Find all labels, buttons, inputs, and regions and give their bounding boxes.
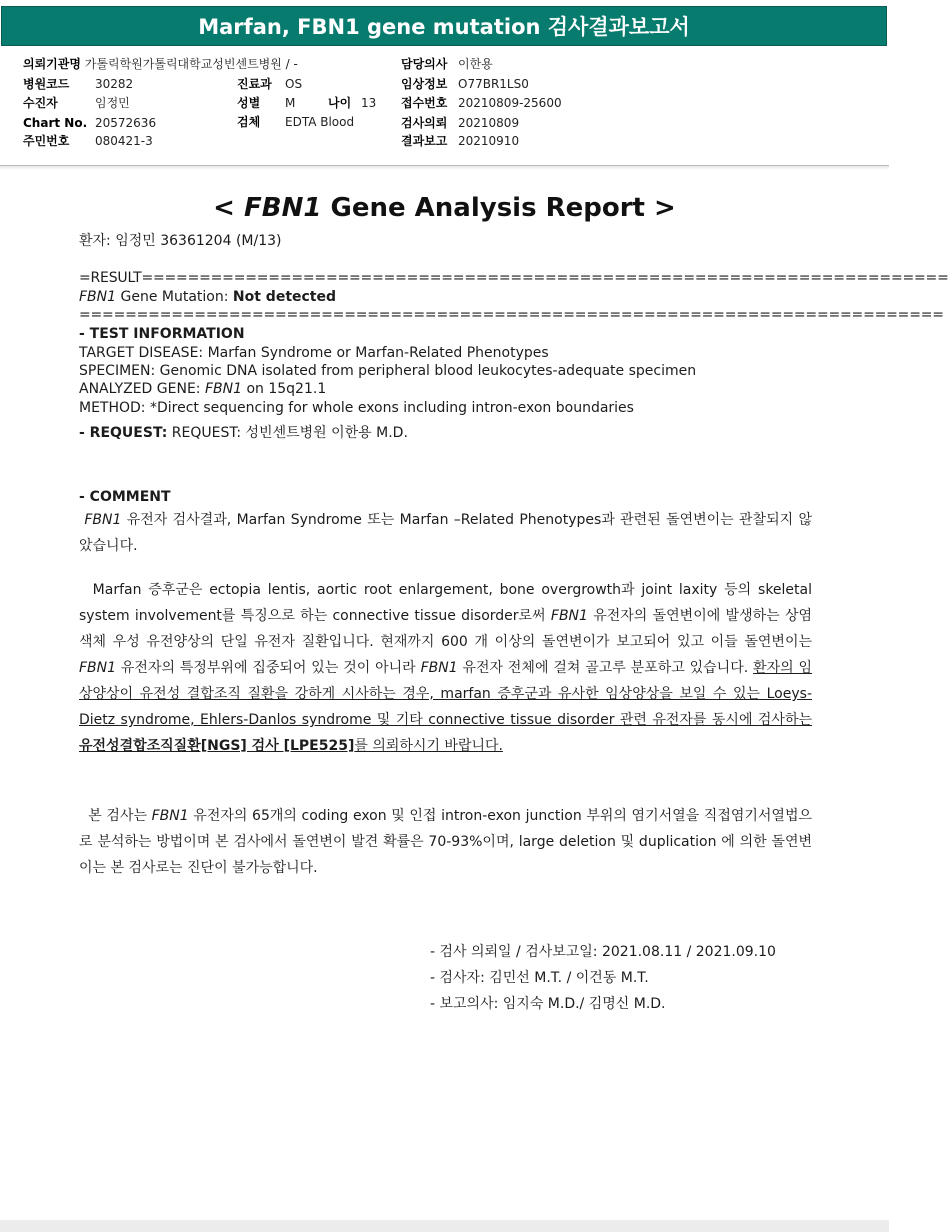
- title-gene: FBN1: [244, 193, 322, 223]
- hospital-code-value: 30282: [95, 77, 134, 91]
- hospital-code-label: 병원코드: [23, 77, 70, 91]
- sex-value: M: [285, 96, 296, 110]
- analyzed-gene-label: ANALYZED GENE:: [79, 381, 205, 397]
- specimen-label: 검체: [237, 115, 261, 129]
- method-line: METHOD: *Direct sequencing for whole exons including intron-exon boundaries: [79, 400, 634, 416]
- title-prefix: <: [213, 193, 244, 223]
- request-value: REQUEST: 성빈센트병원 이한용 M.D.: [167, 425, 408, 441]
- c1-text: 유전자 검사결과, Marfan Syndrome 또는 Marfan –Related Phenotypes과 관련된 돌연변이는 관찰되지 않았습니다.: [79, 512, 813, 554]
- patient-line: 환자: 임정민 36361204 (M/13): [79, 233, 282, 249]
- analyzed-gene-loc: on 15q21.1: [242, 381, 327, 397]
- institution-value: 가톨릭학원가톨릭대학교성빈센트병원 / -: [84, 57, 298, 71]
- c1-gene: FBN1: [84, 512, 122, 528]
- receipt-no-label: 접수번호: [401, 96, 448, 110]
- c2-part-b: 유전자의 돌연변이에 발생하는 상염색체 우성 유전양상의 단일 유전자 질환입니다. 현재까지 600 개 이상의 돌연변이가 보고되어 있고 이들 돌연변이는: [79, 608, 812, 650]
- comment-paragraph-2: [79, 577, 812, 759]
- c2-part-d: 유전자 전체에 걸쳐 골고루 분포하고 있습니다.: [457, 660, 754, 676]
- chart-no-value: 20572636: [95, 116, 157, 130]
- title-suffix: Gene Analysis Report >: [321, 193, 676, 223]
- c2-ngs-test: 유전성결합조직질환[NGS] 검사 [LPE525]: [79, 738, 355, 754]
- specimen-line: SPECIMEN: Genomic DNA isolated from peripheral blood leukocytes-adequate specimen: [79, 363, 697, 379]
- mutation-gene: FBN1: [79, 289, 117, 305]
- patient-value: 임정민: [95, 96, 130, 110]
- c2-underlined-end: 를 의뢰하시기 바랍니다.: [354, 738, 503, 754]
- clinical-info-label: 임상정보: [401, 77, 448, 91]
- sign-technologists: - 검사자: 김민선 M.T. / 이건동 M.T.: [430, 970, 649, 986]
- c2-part-a: Marfan 증후군은 ectopia lentis, aortic root enlargement, bone overgrowth과 joint laxity 등의 skeletal system involvement를 특징으로 하는 connective tissue disorder로써: [79, 582, 813, 624]
- request-label: - REQUEST:: [79, 425, 168, 441]
- result-separator-top: =RESULT======================================================================: [79, 270, 949, 286]
- age-label: 나이: [328, 96, 352, 110]
- rrn-label: 주민번호: [23, 134, 70, 148]
- comment-heading: - COMMENT: [79, 489, 171, 505]
- receipt-no-value: 20210809-25600: [458, 96, 562, 110]
- report-title: [0, 193, 889, 223]
- doctor-value: 이한용: [458, 57, 493, 71]
- c2-gene-1: FBN1: [550, 608, 588, 624]
- institution-label: 의뢰기관명: [23, 57, 81, 71]
- c2-underlined: 환자의 임상양상이 유전성 결합조직 질환을 강하게 시사하는 경우, marfan 증후군과 유사한 임상양상을 보일 수 있는 Loeys-Dietz syndrome, Ehlers-Danlos syndrome 및 기타 connective tissue disorder 관련 유전자를 동시에 검사하는: [79, 660, 813, 728]
- c3-gene: FBN1: [151, 808, 189, 824]
- c3-part-a: 본 검사는: [88, 808, 152, 824]
- doctor-label: 담당의사: [401, 57, 448, 71]
- report-banner: [1, 6, 887, 46]
- report-date-value: 20210910: [458, 134, 520, 148]
- mutation-result: [79, 289, 336, 305]
- test-info-heading: - TEST INFORMATION: [79, 326, 245, 342]
- c2-part-c: 유전자의 특정부위에 집중되어 있는 것이 아니라: [116, 660, 421, 676]
- specimen-value: EDTA Blood: [285, 115, 355, 129]
- age-value: 13: [361, 96, 377, 110]
- header-info: [0, 50, 889, 164]
- department-value: OS: [285, 77, 303, 91]
- analyzed-gene-name: FBN1: [204, 381, 243, 397]
- sign-dates: - 검사 의뢰일 / 검사보고일: 2021.08.11 / 2021.09.10: [430, 944, 776, 960]
- patient-label: 수진자: [23, 96, 58, 110]
- analyzed-gene-line: [79, 381, 326, 397]
- header-shadow: [0, 166, 889, 170]
- comment-paragraph-3: [79, 803, 812, 881]
- request-date-label: 검사의뢰: [401, 116, 448, 130]
- sign-physicians: - 보고의사: 임지숙 M.D./ 김명신 M.D.: [430, 996, 666, 1012]
- comment-paragraph-1: [79, 507, 812, 559]
- sex-label: 성별: [237, 96, 261, 110]
- department-label: 진료과: [237, 77, 272, 91]
- bottom-strip: [0, 1220, 889, 1232]
- chart-no-label: Chart No.: [23, 116, 88, 130]
- c2-gene-3: FBN1: [420, 660, 458, 676]
- c3-part-b: 유전자의 65개의 coding exon 및 인접 intron-exon junction 부위의 염기서열을 직접염기서열법으로 분석하는 방법이며 본 검사에서 돌연변이 발견 확률은 70-93%이며, large deletion 및 duplication 에 의한 돌연변이는 본 검사로는 진단이 불가능합니다.: [79, 808, 812, 876]
- request-line: [79, 422, 408, 442]
- rrn-value: 080421-3: [95, 134, 153, 148]
- request-date-value: 20210809: [458, 116, 520, 130]
- clinical-info-value: O77BR1LS0: [458, 77, 529, 91]
- mutation-label: Gene Mutation:: [116, 289, 233, 305]
- banner-title: Marfan, FBN1 gene mutation 검사결과보고서: [198, 15, 690, 39]
- mutation-value: Not detected: [232, 289, 337, 305]
- result-separator-bottom: ===========================================================================: [79, 307, 944, 323]
- target-disease: TARGET DISEASE: Marfan Syndrome or Marfan-Related Phenotypes: [79, 345, 549, 361]
- c2-gene-2: FBN1: [79, 660, 117, 676]
- report-date-label: 결과보고: [401, 134, 448, 148]
